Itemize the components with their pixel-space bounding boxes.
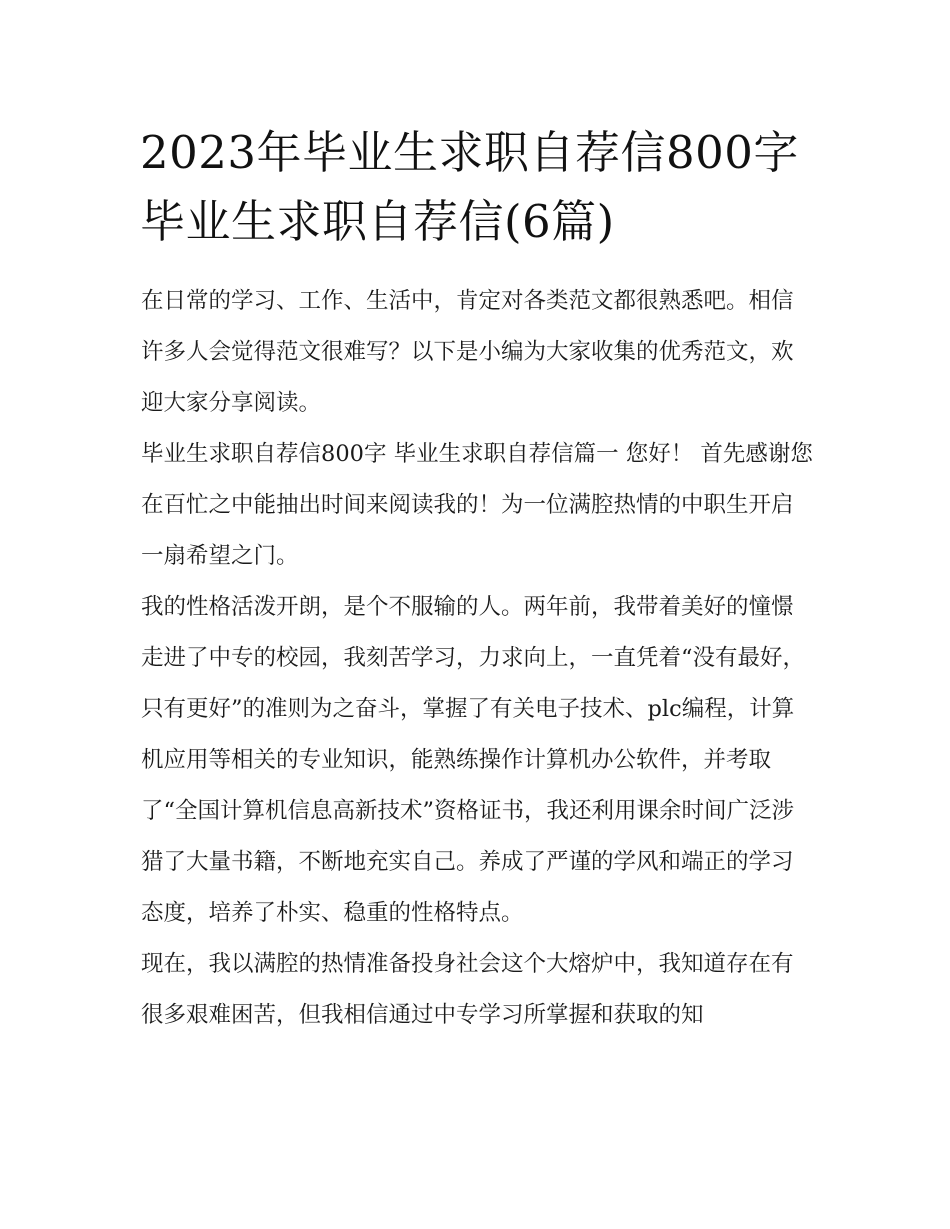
document-title: 2023年毕业生求职自荐信800字 毕业生求职自荐信(6篇) [140,126,799,248]
body-paragraph: 我的性格活泼开朗，是个不服输的人。两年前，我带着美好的憧憬走进了中专的校园，我刻苦学习，力求向上，一直凭着“没有最好，只有更好”的准则为之奋斗，掌握了有关电子技术、plc编程，计算机应用等相关的专业知识，能熟练操作计算机办公软件，并考取了“全国计算机信息高新技术”资格证书，我还利用课余时间广泛涉猎了大量书籍，不断地充实自己。养成了严谨的学风和端正的学习态度，培养了朴实、稳重的性格特点。 [141,594,806,926]
body-paragraph: 在日常的学习、工作、生活中，肯定对各类范文都很熟悉吧。相信许多人会觉得范文很难写？以下是小编为大家收集的优秀范文，欢迎大家分享阅读。 [141,288,794,416]
body-paragraph: 现在，我以满腔的热情准备投身社会这个大熔炉中，我知道存在有很多艰难困苦，但我相信通过中专学习所掌握和获取的知 [141,951,794,1028]
document-body [141,276,813,1041]
body-paragraph: 毕业生求职自荐信800字 毕业生求职自荐信篇一 您好！ 首先感谢您在百忙之中能抽出时间来阅读我的！为一位满腔热情的中职生开启一扇希望之门。 [141,441,813,569]
